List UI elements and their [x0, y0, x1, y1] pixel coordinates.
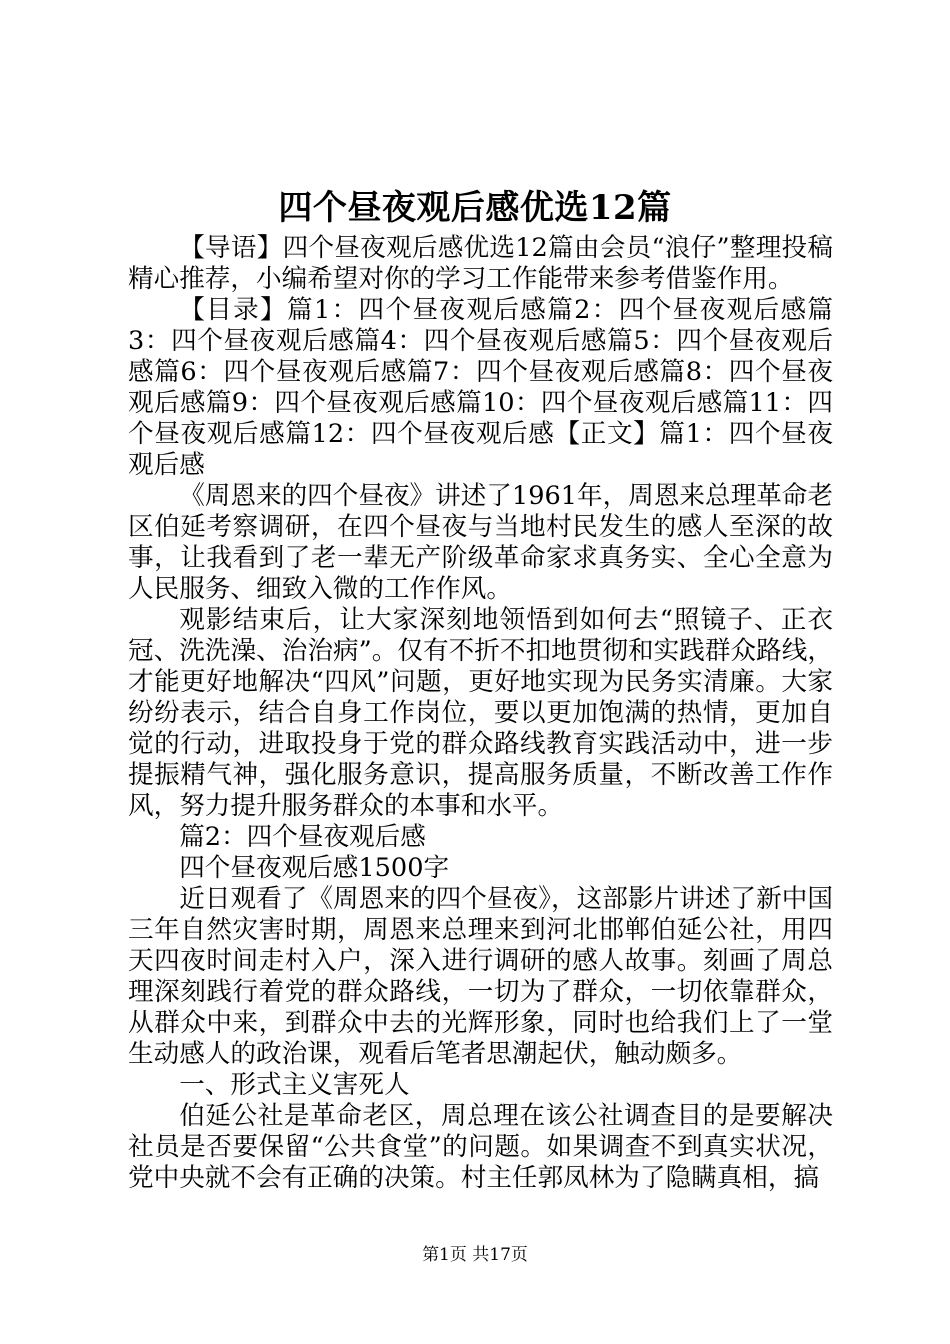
section-subheading: 四个昼夜观后感1500字: [179, 853, 450, 883]
paragraph-toc: 【目录】篇1：四个昼夜观后感篇2：四个昼夜观后感篇3：四个昼夜观后感篇4：四个昼夜观后感篇5：四个昼夜观后感篇6：四个昼夜观后感篇7：四个昼夜观后感篇8：四个昼夜观后感篇9：四个昼夜观后感篇10：四个昼夜观后感篇11：四个昼夜观后感篇12：四个昼夜观后感【正文】篇1：四个昼夜观后感: [128, 295, 833, 480]
paragraph-intro: 【导语】四个昼夜观后感优选12篇由会员“浪仔”整理投稿精心推荐，小编希望对你的学习工作能带来参考借鉴作用。: [128, 233, 833, 294]
paragraph: 《周恩来的四个昼夜》讲述了1961年，周恩来总理革命老区伯延考察调研，在四个昼夜与当地村民发生的感人至深的故事，让我看到了老一辈无产阶级革命家求真务实、全心全意为人民服务、细致入微的工作作风。: [128, 481, 833, 604]
document-title: 四个昼夜观后感优选12篇: [278, 188, 672, 228]
paragraph: 观影结束后，让大家深刻地领悟到如何去“照镜子、正衣冠、洗洗澡、治治病”。仅有不折不扣地贯彻和实践群众路线，才能更好地解决“四风”问题，更好地实现为民务实清廉。大家纷纷表示，结合自身工作岗位，要以更加饱满的热情，更加自觉的行动，进取投身于党的群众路线教育实践活动中，进一步提振精气神，强化服务意识，提高服务质量，不断改善工作作风，努力提升服务群众的本事和水平。: [128, 605, 833, 821]
section-heading: 篇2：四个昼夜观后感: [179, 822, 426, 852]
paragraph: 近日观看了《周恩来的四个昼夜》，这部影片讲述了新中国三年自然灾害时期，周恩来总理来到河北邯郸伯延公社，用四天四夜时间走村入户，深入进行调研的感人故事。刻画了周总理深刻践行着党的群众路线，一切为了群众，一切依靠群众，从群众中来，到群众中去的光辉形象，同时也给我们上了一堂生动感人的政治课，观看后笔者思潮起伏，触动颇多。: [128, 884, 833, 1069]
paragraph: 伯延公社是革命老区，周总理在该公社调查目的是要解决社员是否要保留“公共食堂”的问题。如果调查不到真实状况，党中央就不会有正确的决策。村主任郭凤林为了隐瞒真相，搞: [128, 1101, 833, 1193]
section-heading: 一、形式主义害死人: [179, 1070, 410, 1100]
page-footer: 第1页 共17页: [422, 1245, 528, 1265]
document-body: [128, 233, 833, 1194]
